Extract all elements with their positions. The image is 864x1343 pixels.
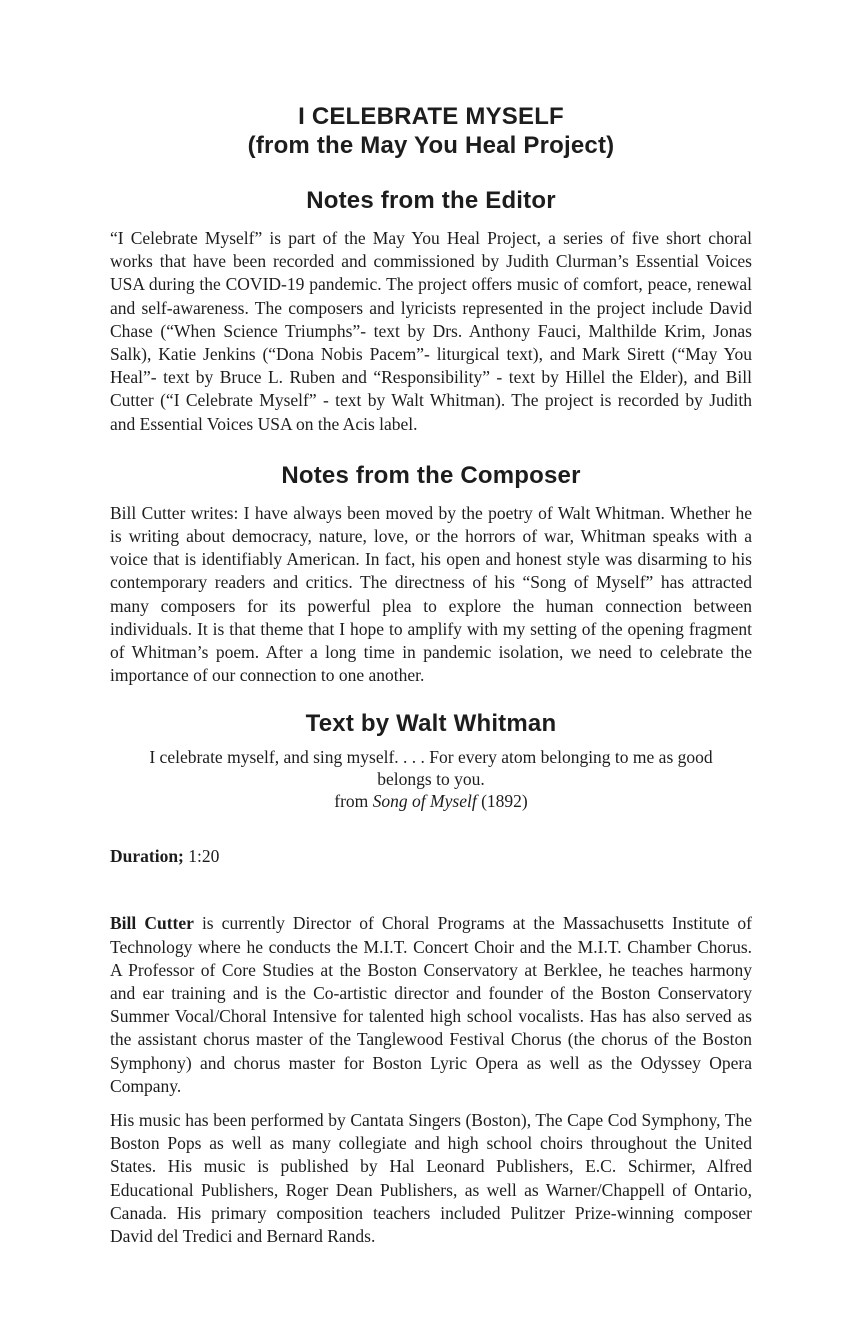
- page-title-line2: (from the May You Heal Project): [247, 132, 615, 159]
- page-title: [110, 102, 752, 160]
- whitman-quote-line2: belongs to you.: [377, 769, 485, 790]
- bio-lead-name: Bill Cutter: [110, 913, 194, 934]
- bio-paragraph-1-text: is currently Director of Choral Programs at the Massachusetts Institute of Technology where he conducts the M.I.T. Concert Choir and the M.I.T. Chamber Chorus. A Professor of Core Studies at the Boston Conservatory at Berklee, he teaches harmony and ear training and is the Co-artistic director and founder of the Boston Conservatory Summer Vocal/Choral Intensive for talented high school vocalists. Has has also served as the assistant chorus master of the Tanglewood Festival Chorus (the chorus of the Boston Symphony) and chorus master for Boston Lyric Opera as well as the Odyssey Opera Company.: [110, 913, 752, 1096]
- citation-work-title: Song of Myself: [372, 791, 477, 812]
- citation-year: (1892): [476, 791, 528, 812]
- citation-prefix: from: [334, 791, 373, 812]
- duration-label: Duration;: [110, 846, 184, 867]
- editor-notes-paragraph: “I Celebrate Myself” is part of the May You Heal Project, a series of five short choral works that have been recorded and commissioned by Judith Clurman’s Essential Voices USA during the COVID-19 pandemic. The project offers music of comfort, peace, renewal and self-awareness. The composers and lyricists represented in the project include David Chase (“When Science Triumphs”- text by Drs. Anthony Fauci, Malthilde Krim, Jonas Salk), Katie Jenkins (“Dona Nobis Pacem”- liturgical text), and Mark Sirett (“May You Heal”- text by Bruce L. Ruben and “Responsibility” - text by Hillel the Elder), and Bill Cutter (“I Celebrate Myself” - text by Walt Whitman). The project is recorded by Judith and Essential Voices USA on the Acis label.: [110, 228, 752, 434]
- duration-value: 1:20: [188, 846, 220, 867]
- composer-notes-heading: Notes from the Composer: [281, 461, 581, 489]
- whitman-quote: [110, 746, 752, 812]
- duration-line: [110, 845, 752, 868]
- bio-paragraph-2: His music has been performed by Cantata Singers (Boston), The Cape Cod Symphony, The Boston Pops as well as many collegiate and high school choirs throughout the United States. His music is published by Hal Leonard Publishers, E.C. Schirmer, Alfred Educational Publishers, Roger Dean Publishers, as well as Warner/Chappell of Ontario, Canada. His primary composition teachers included Pulitzer Prize-winning composer David del Tredici and Bernard Rands.: [110, 1110, 752, 1247]
- whitman-quote-citation: [110, 790, 752, 812]
- whitman-text-heading: Text by Walt Whitman: [305, 710, 557, 738]
- composer-notes-paragraph: Bill Cutter writes: I have always been moved by the poetry of Walt Whitman. Whether he is writing about democracy, nature, love, or the horrors of war, Whitman speaks with a voice that is identifiably American. In fact, his open and honest style was disarming to his contemporary readers and critics. The directness of his “Song of Myself” has attracted many composers for its powerful plea to explore the human connection between individuals. It is that theme that I hope to amplify with my setting of the opening fragment of Whitman’s poem. After a long time in pandemic isolation, we need to celebrate the importance of our connection to one another.: [110, 502, 752, 686]
- page-title-line1: I CELEBRATE MYSELF: [298, 103, 564, 130]
- bio-paragraph-1: [110, 912, 752, 1098]
- whitman-quote-line1: I celebrate myself, and sing myself. . . . For every atom belonging to me as good: [149, 747, 713, 768]
- editor-notes-heading: Notes from the Editor: [306, 187, 556, 214]
